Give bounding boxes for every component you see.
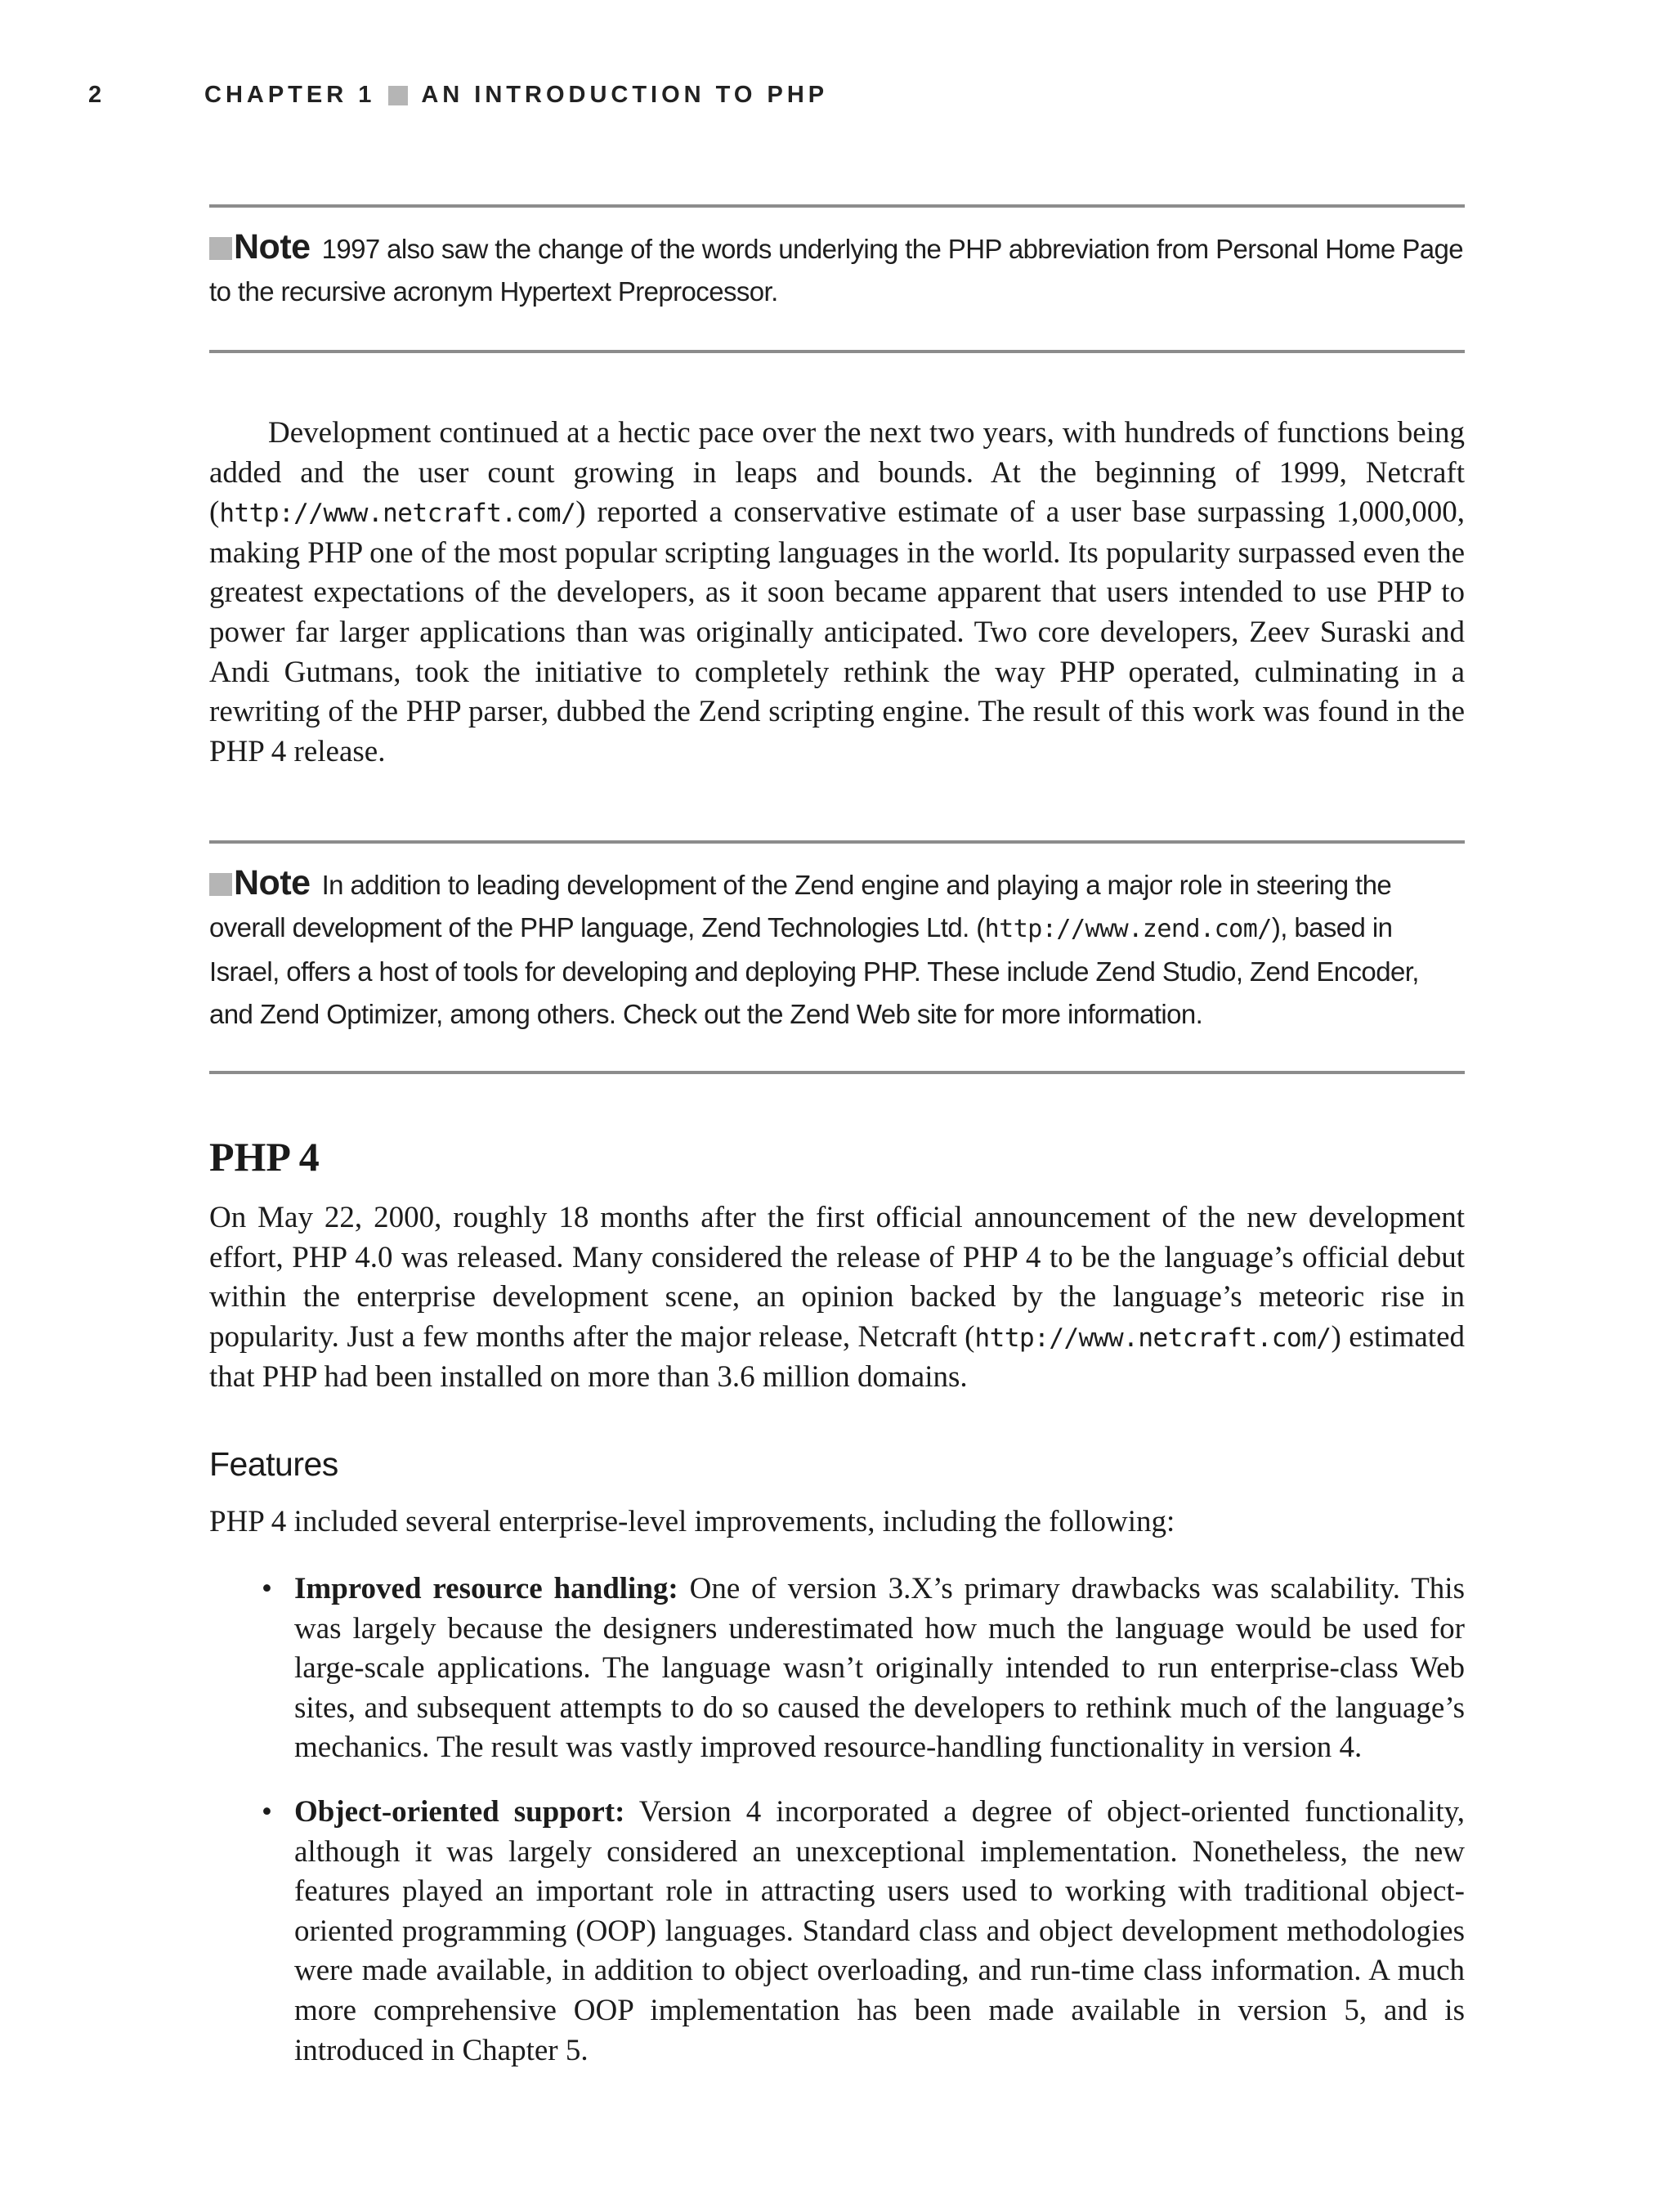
url-link: http://www.zend.com/ [984,915,1272,943]
list-item-lead: Object-oriented support: [294,1794,625,1829]
chapter-title: AN INTRODUCTION TO PHP [421,82,829,108]
running-head [88,82,1674,114]
note-label: Note [234,863,311,902]
note-tag [209,862,322,904]
note-square-icon [209,237,232,260]
list-item [209,1793,1465,2071]
note-square-icon [209,873,232,896]
bullet-icon: • [262,1572,272,1605]
list-item-text: Version 4 incorporated a degree of object-oriented functionality, although it was largely considered an unexceptional implementation. Nonetheless, the new features played an important role in attracting users used to working with traditional object-oriented programming (OOP) languages. Standard class and object development methodologies were made available, in addition to object overloading, and run-time class information. A much more comprehensive OOP implementation has been made available in version 5, and is introduced in Chapter 5. [294,1794,1465,2067]
note-label: Note [234,227,311,266]
separator-square-icon [388,86,408,105]
note-text: ), based in Israel, offers a host of tools for developing and deploying PHP. These include Zend Studio, Zend Encoder, and Zend Optimizer, among others. Check out the Zend Web site for more information. [209,912,1419,1029]
paragraph-text: Development continued at a hectic pace over the next two years, with hundreds of functions being added and the user count growing in leaps and bounds. At the beginning of 1999, Netcraft ( [209,416,1465,530]
list-item [209,1569,1465,1768]
list-item-lead: Improved resource handling: [294,1572,678,1605]
list-item-text: One of version 3.X’s primary drawbacks was scalability. This was largely because the designers underestimated how much the language would be used for large-scale applications. The language wasn’t originally intended to run enterprise-class Web sites, and subsequent attempts to do so caused the developers to rethink much of the language’s mechanics. The result was vastly improved resource-handling functionality in version 4. [294,1572,1465,1765]
page-number: 2 [88,82,106,108]
paragraph-text: On May 22, 2000, roughly 18 months after the first official announcement of the new development effort, PHP 4.0 was released. Many considered the release of PHP 4 to be the language’s official debut within the enterprise development scene, an opinion backed by the language’s meteoric rise in popularity. Just a few months after the major release, Netcraft ( [209,1201,1465,1354]
subsection-heading: Features [209,1445,338,1483]
note-box-2 [209,840,1465,1074]
note-text: 1997 also saw the change of the words underlying the PHP abbreviation from Personal Home Page to the recursive acronym Hypertext Preprocessor. [209,234,1464,307]
paragraph-text: ) estimated that PHP had been installed on more than 3.6 million domains. [209,1319,1466,1395]
paragraph-development [209,414,1465,772]
feature-list [209,1569,1465,2095]
chapter-label: CHAPTER 1 [204,82,376,108]
paragraph-features-intro: PHP 4 included several enterprise-level improvements, including the following: [209,1505,1175,1538]
note-box-1 [209,204,1465,353]
url-link: http://www.netcraft.com/ [219,499,576,529]
note-text: In addition to leading development of the Zend engine and playing a major role in steering the overall development of the PHP language, Zend Technologies Ltd. ( [209,870,1392,943]
paragraph-text: ) reported a conservative estimate of a user base surpassing 1,000,000, making PHP one of the most popular scripting languages in the world. Its popularity surpassed even the greatest expectations of the developers, as it soon became apparent that users intended to use PHP to power far larger applications than was originally anticipated. Two core developers, Zeev Suraski and Andi Gutmans, took the initiative to completely rethink the way PHP operated, culminating in a rewriting of the PHP parser, dubbed the Zend scripting engine. The result of this work was found in the PHP 4 release. [209,495,1465,768]
bullet-icon: • [262,1794,272,1829]
note-tag [209,226,322,268]
url-link: http://www.netcraft.com/ [974,1323,1332,1353]
section-heading: PHP 4 [209,1134,320,1180]
paragraph-php4 [209,1198,1465,1398]
chapter-heading [204,82,828,109]
